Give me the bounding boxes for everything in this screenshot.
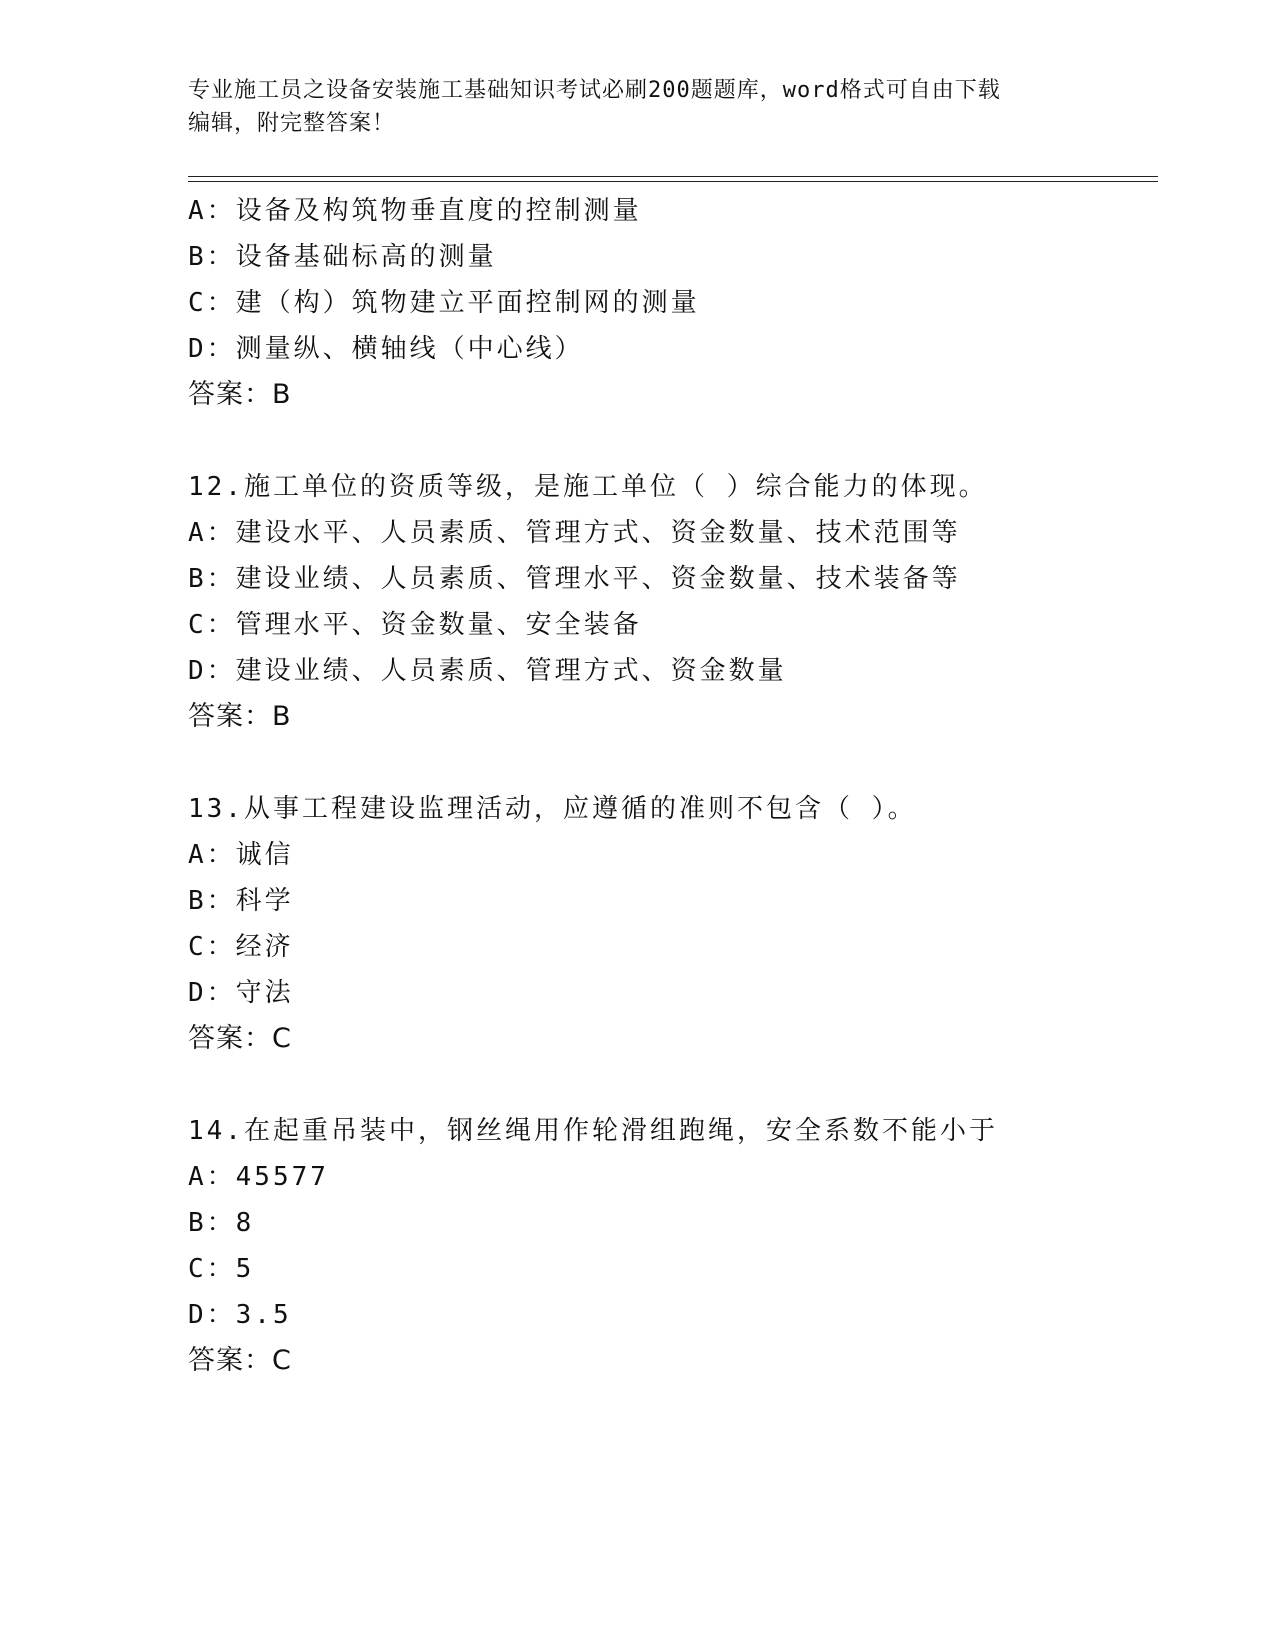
question-text: 13.从事工程建设监理活动，应遵循的准则不包含（ ）。 [188,794,917,824]
question-text: 12.施工单位的资质等级，是施工单位（ ）综合能力的体现。 [188,472,988,502]
option-c: C：建（构）筑物建立平面控制网的测量 [188,288,700,318]
question-11 [188,188,1148,418]
option-a: A：45577 [188,1162,329,1192]
option-d: D：3.5 [188,1300,292,1330]
title-line-2: 编辑，附完整答案！ [188,111,396,136]
title-line-1: 专业施工员之设备安装施工基础知识考试必刷200题题库，word格式可自由下载 [188,78,1001,103]
option-d: D：守法 [188,978,294,1008]
option-c: C：5 [188,1254,255,1284]
option-a: A：诚信 [188,840,294,870]
header-divider-top [188,176,1158,177]
option-d: D：建设业绩、人员素质、管理方式、资金数量 [188,656,787,686]
spacer [188,1062,1148,1108]
answer: 答案：B [188,379,292,410]
option-b: B：设备基础标高的测量 [188,242,497,272]
document-title [188,74,1088,140]
option-b: B：科学 [188,886,294,916]
question-13 [188,786,1148,1062]
header-divider-bottom [188,181,1158,182]
spacer [188,418,1148,464]
answer: 答案：B [188,701,292,732]
spacer [188,740,1148,786]
question-12 [188,464,1148,740]
question-text: 14.在起重吊装中，钢丝绳用作轮滑组跑绳，安全系数不能小于 [188,1116,998,1146]
answer: 答案：C [188,1345,292,1376]
question-14 [188,1108,1148,1384]
option-a: A：建设水平、人员素质、管理方式、资金数量、技术范围等 [188,518,961,548]
option-b: B：8 [188,1208,255,1238]
question-list [188,188,1148,1384]
option-c: C：经济 [188,932,294,962]
option-a: A：设备及构筑物垂直度的控制测量 [188,196,642,226]
option-c: C：管理水平、资金数量、安全装备 [188,610,642,640]
answer: 答案：C [188,1023,292,1054]
option-b: B：建设业绩、人员素质、管理水平、资金数量、技术装备等 [188,564,961,594]
option-d: D：测量纵、横轴线（中心线） [188,334,584,364]
